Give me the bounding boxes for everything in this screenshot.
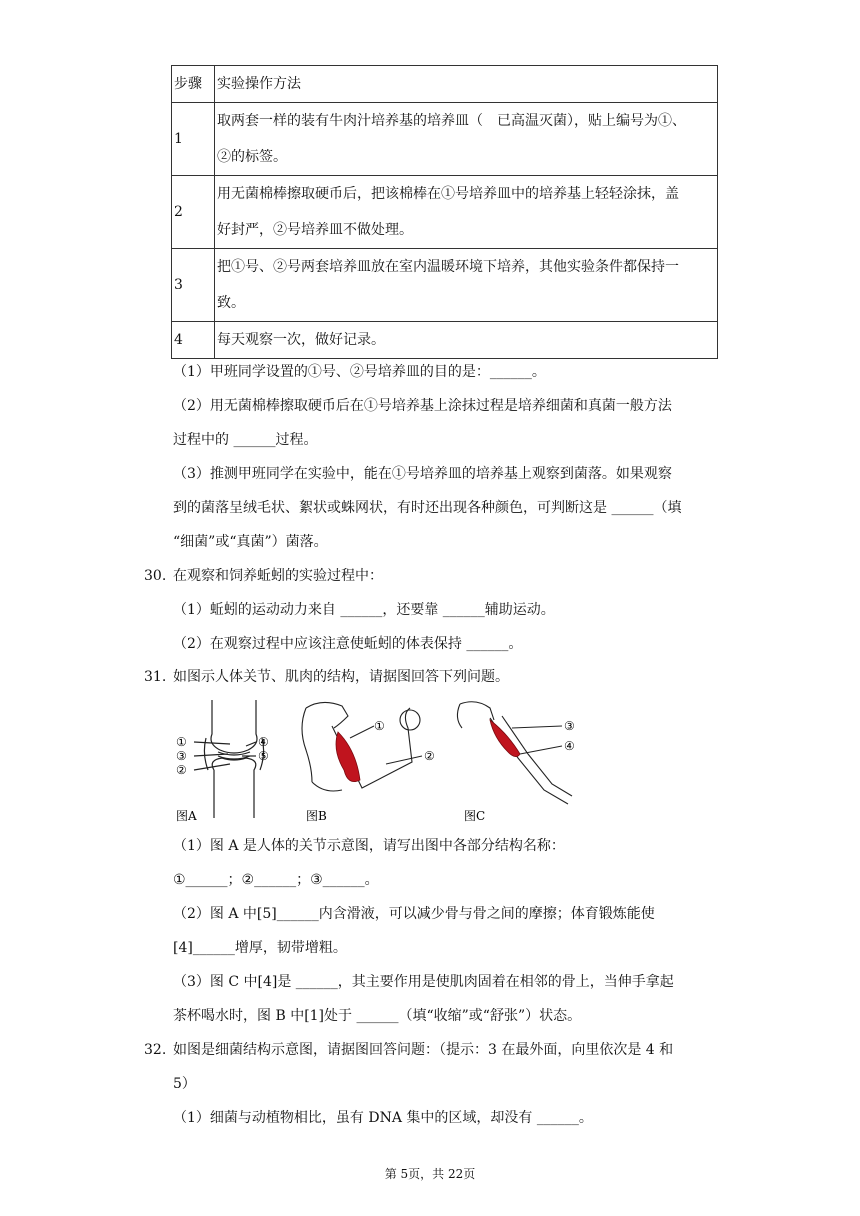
table-row xyxy=(172,322,718,359)
header-method: 实验操作方法 xyxy=(215,66,718,103)
q29-sub2-line1: （2）用无菌棉棒擦取硬币后在①号培养基上涂抹过程是培养细菌和真菌一般方法 xyxy=(173,398,672,414)
q29-sub2-line2: 过程中的 ______过程。 xyxy=(173,432,318,448)
q31-sub2-line2: [4]______增厚，韧带增粗。 xyxy=(173,940,347,956)
q31-sub1-line2: ①______；②______；③______。 xyxy=(173,872,379,888)
caption-c: 图C xyxy=(464,809,486,823)
label-a-5: ⑤ xyxy=(258,749,269,763)
row-method: 用无菌棉棒擦取硬币后，把该棉棒在①号培养皿中的培养基上轻轻涂抹，盖 好封严，②号培养皿不做处理。 xyxy=(215,176,718,249)
figure-svg xyxy=(172,698,592,824)
header-step: 步骤 xyxy=(172,66,215,103)
row-step: 3 xyxy=(172,249,215,322)
q32-stem-line1: 如图是细菌结构示意图，请据图回答问题：（提示：3 在最外面，向里依次是 4 和 xyxy=(173,1042,674,1058)
triceps-muscle xyxy=(490,720,520,757)
q31-sub1-line1: （1）图 A 是人体的关节示意图，请写出图中各部分结构名称： xyxy=(173,838,565,854)
q30-stem: 在观察和饲养蚯蚓的实验过程中： xyxy=(173,568,383,584)
joint-muscle-figure xyxy=(172,698,592,824)
label-a-3: ③ xyxy=(176,749,187,763)
table-row xyxy=(172,249,718,322)
page-footer: 第 5页，共 22页 xyxy=(384,1167,476,1181)
q29-sub3-line1: （3）推测甲班同学在实验中，能在①号培养皿的培养基上观察到菌落。如果观察 xyxy=(173,466,672,482)
q31-sub3-line1: （3）图 C 中[4]是 ______，其主要作用是使肌肉固着在相邻的骨上，当伸手拿起 xyxy=(173,974,674,990)
label-a-1: ① xyxy=(176,735,187,749)
biceps-muscle xyxy=(336,732,360,782)
row-step: 2 xyxy=(172,176,215,249)
q31-stem: 如图示人体关节、肌肉的结构，请据图回答下列问题。 xyxy=(173,669,509,685)
label-a-2: ② xyxy=(176,763,187,777)
table-header-row xyxy=(172,66,718,103)
row-method: 每天观察一次，做好记录。 xyxy=(215,322,718,359)
row-method: 把①号、②号两套培养皿放在室内温暖环境下培养，其他实验条件都保持一 致。 xyxy=(215,249,718,322)
q32-number: 32. xyxy=(144,1042,167,1058)
q30-sub2: （2）在观察过程中应该注意使蚯蚓的体表保持 ______。 xyxy=(173,636,523,652)
label-b-1: ① xyxy=(374,719,385,733)
experiment-steps-table xyxy=(171,65,718,359)
q30-sub1: （1）蚯蚓的运动动力来自 ______，还要靠 ______辅助运动。 xyxy=(173,602,555,618)
q31-number: 31. xyxy=(144,669,167,685)
q29-sub1: （1）甲班同学设置的①号、②号培养皿的目的是：______。 xyxy=(173,364,546,380)
q32-sub1: （1）细菌与动植物相比，虽有 DNA 集中的区域，却没有 ______。 xyxy=(173,1110,593,1126)
q29-sub3-line3: “细菌”或“真菌”）菌落。 xyxy=(173,534,328,550)
label-c-3: ③ xyxy=(564,719,575,733)
row-step: 4 xyxy=(172,322,215,359)
figure-b-arm xyxy=(302,702,420,791)
table-row xyxy=(172,103,718,176)
label-a-4: ④ xyxy=(258,735,269,749)
caption-a: 图A xyxy=(176,809,197,823)
q32-stem-line2: 5） xyxy=(173,1076,196,1092)
q29-sub3-line2: 到的菌落呈绒毛状、絮状或蛛网状，有时还出现各种颜色，可判断这是 ______（填 xyxy=(173,500,682,516)
label-c-4: ④ xyxy=(564,739,575,753)
q30-number: 30. xyxy=(144,568,167,584)
caption-b: 图B xyxy=(306,809,327,823)
table-row xyxy=(172,176,718,249)
figure-a-joint xyxy=(194,700,264,818)
row-step: 1 xyxy=(172,103,215,176)
label-b-2: ② xyxy=(424,749,435,763)
row-method: 取两套一样的装有牛肉汁培养基的培养皿（ 已高温灭菌），贴上编号为①、 ②的标签。 xyxy=(215,103,718,176)
q31-sub2-line1: （2）图 A 中[5]______内含滑液，可以减少骨与骨之间的摩擦；体育锻炼能使 xyxy=(173,906,655,922)
q31-sub3-line2: 茶杯喝水时，图 B 中[1]处于 ______（填“收缩”或“舒张”）状态。 xyxy=(173,1008,582,1024)
